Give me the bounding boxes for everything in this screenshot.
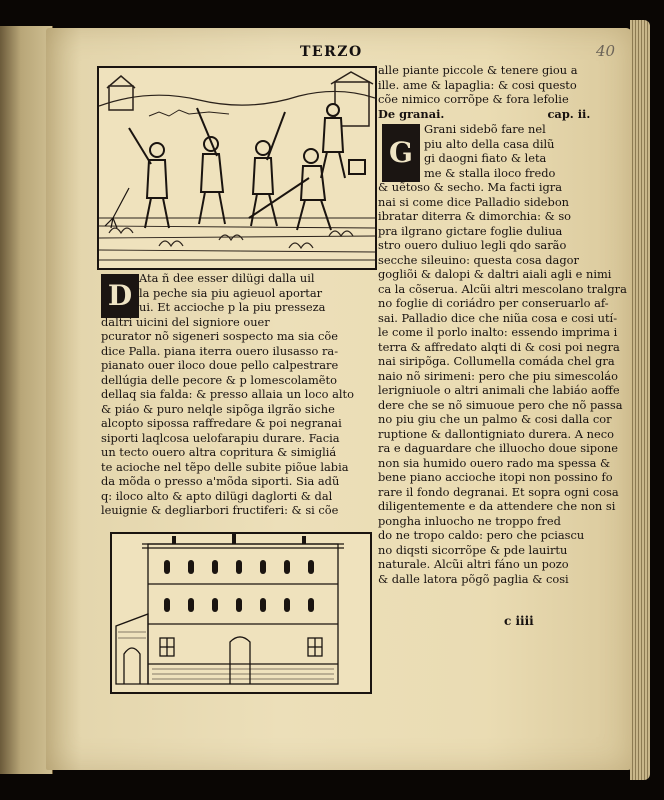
text-line: leuignie & degliarbori fructiferi: & si cõe	[101, 503, 339, 517]
text-line: terra & affredato alqti di & cosi poi negra	[378, 339, 620, 354]
text-line: ca la cõserua. Alcũi altri mescolano tralgra	[378, 281, 627, 296]
text-line: cõe nimico corrõpe & fora lefolie	[378, 92, 569, 106]
left-text-column	[101, 271, 373, 518]
text-line: ibratar diterra & dimorchia: & so	[378, 209, 572, 223]
text-line: & uẽtoso & secho. Ma facti igra	[378, 180, 563, 194]
text-line: Grani sidebõ fare nel	[424, 122, 546, 136]
text-line: naturale. Alcũi altri fáno un pozo	[378, 557, 569, 571]
text-line: nai si come dice Palladio sidebon	[378, 194, 570, 209]
drop-cap-g: G	[382, 124, 420, 182]
text-line: dellúgia delle pecore & p lomescolamẽto	[101, 372, 337, 387]
text-line: le come il porlo inalto: essendo imprima i	[378, 325, 618, 339]
text-line: pra ilgrano gictare foglie duliua	[378, 223, 563, 238]
text-line: & piáo & puro nelqle sipõga ilgrão siche	[101, 401, 335, 416]
text-line: diligentemente e da attendere che non si	[378, 499, 616, 513]
text-line: pcurator nõ sigeneri sospecto ma sia cõe	[101, 329, 338, 343]
text-line: ruptione & dallontigniato durera. A neco	[378, 426, 614, 441]
text-line: rare il fondo degranai. Et sopra ogni cosa	[378, 484, 619, 499]
text-line: un tecto ouero altra copritura & simigliá	[101, 445, 337, 459]
text-line: dice Palla. piana iterra ouero ilusasso ra-	[101, 343, 339, 358]
text-line: da mõda o presso a'mõda siporti. Sia adũ	[101, 474, 340, 488]
text-line: dere che se nõ simuoue pero che nõ passa	[378, 397, 623, 412]
drop-cap-d: D	[101, 274, 139, 318]
text-line: non sia humido ouero rado ma spessa &	[378, 455, 611, 470]
right-text-column-bottom	[378, 180, 627, 586]
text-line: secche sileuino: questa cosa dagor	[378, 252, 579, 267]
text-line: naio nõ sirimeni: pero che piu simescoláo	[378, 368, 618, 383]
text-line: ra e daguardare che illuocho doue sipone	[378, 441, 619, 455]
text-line: bene piano accioche itopi non possino fo	[378, 470, 613, 484]
text-line: me & stalla iloco fredo	[424, 165, 556, 180]
right-text-column-cap	[424, 122, 620, 180]
page-fore-edge	[630, 20, 650, 780]
text-line: no diqsti sicorrõpe & pde lauirtu	[378, 542, 568, 557]
text-line: la peche sia piu agieuol aportar	[139, 285, 323, 300]
text-line: alcopto sipossa raffredare & poi negranai	[101, 416, 342, 430]
text-line: Ata ñ dee esser dilügi dalla uil	[139, 271, 315, 285]
text-line: q: iloco alto & apto dilügi daglorti & dal	[101, 488, 333, 503]
text-line: do ne tropo caldo: pero che pciascu	[378, 528, 585, 542]
text-line: ille. ame & lapaglia: & cosi questo	[378, 77, 577, 92]
building-drawing	[112, 534, 370, 692]
woodcut-threshing-illustration	[97, 66, 377, 270]
text-line: sai. Palladio dice che niũa cosa e cosi utí-	[378, 310, 618, 325]
text-line: te acioche nel tẽpo delle subite piõue labia	[101, 459, 349, 474]
text-line: dellaq sia falda: & presso allaia un loco alto	[101, 387, 354, 401]
right-text-column-top	[378, 63, 616, 121]
threshing-scene-drawing	[99, 68, 375, 268]
text-line: lerigniuole o altri animali che labiáo aoffe	[378, 383, 620, 397]
text-line: alle piante piccole & tenere giou a	[378, 63, 578, 77]
text-line: ui. Et accioche p la piu presseza	[139, 300, 326, 314]
running-head: TERZO	[300, 44, 363, 60]
woodcut-building-illustration	[110, 532, 372, 694]
text-line: ponghа inluocho ne troppo fred	[378, 513, 561, 528]
text-line: no foglie di coriádro per conseruarlo af-	[378, 296, 609, 310]
text-line: no piu giu che un palmo & cosi dalla cor	[378, 412, 612, 426]
text-line: piu alto della casa dilũ	[424, 136, 555, 151]
text-line: gogliõi & dalopi & daltri aiali agli e nimi	[378, 267, 612, 281]
text-line: daltri uicini del signiore ouer	[101, 314, 270, 329]
handwritten-folio-number: 40	[596, 42, 616, 60]
printer-signature-mark: c iiii	[504, 614, 534, 628]
text-line: & dalle latora põgõ paglia & cosi	[378, 571, 569, 586]
text-line: nai siripõga. Collumella comáda chel gra	[378, 354, 615, 368]
text-line: gi daogni fiato & leta	[424, 151, 547, 165]
text-line: stro ouero duliuo legli qdo sarão	[378, 238, 567, 252]
chapter-heading: De granai. cap. ii.	[378, 106, 591, 121]
text-line: pianato ouer iloco doue pello calpestrare	[101, 358, 339, 372]
text-line: siporti laqlcosa uelofarapiu durare. Facia	[101, 430, 340, 445]
